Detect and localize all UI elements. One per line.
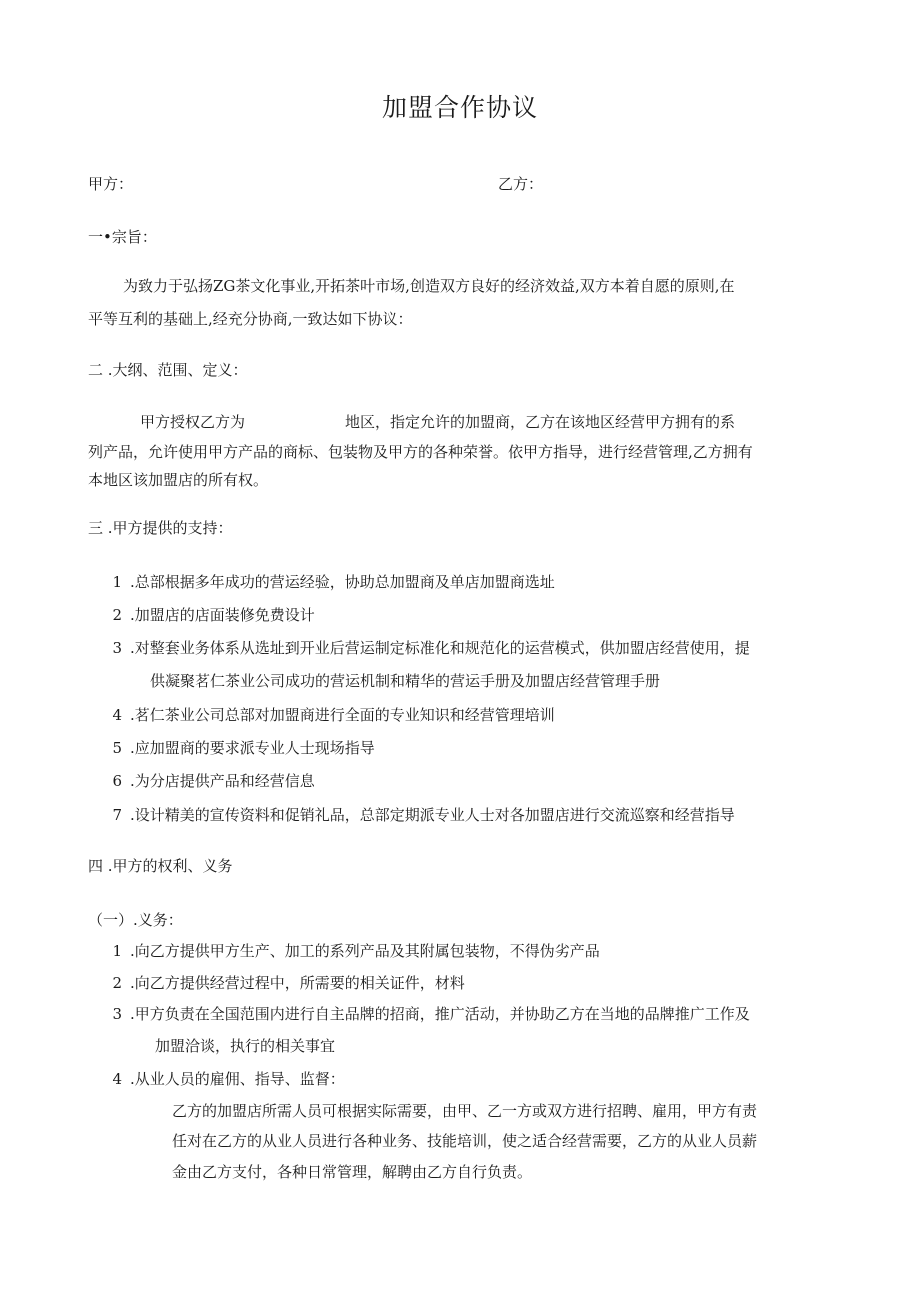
list-item-number: 7 — [112, 806, 122, 824]
list-item-number: 3 — [112, 639, 122, 657]
section-4-subheading: （一）.义务： — [88, 911, 183, 929]
section-4-heading: 四 .甲方的权利、义务 — [88, 857, 233, 875]
list-item-text: .从业人员的雇佣、指导、监督： — [130, 1070, 345, 1088]
section-2-line-1b: 地区，指定允许的加盟商，乙方在该地区经营甲方拥有的系 — [345, 413, 736, 431]
section-1-paragraph-line-2: 平等互利的基础上,经充分协商,一致达如下协议： — [88, 310, 413, 328]
section-4-paragraph-line-2: 任对在乙方的从业人员进行各种业务、技能培训，使之适合经营需要，乙方的从业人员薪 — [172, 1132, 758, 1150]
list-item-number: 2 — [112, 974, 122, 992]
list-item-text: .向乙方提供经营过程中，所需要的相关证件，材料 — [130, 974, 465, 992]
document-title: 加盟合作协议 — [381, 93, 538, 122]
list-item-text: .茗仁茶业公司总部对加盟商进行全面的专业知识和经营管理培训 — [130, 706, 555, 724]
list-item-number: 3 — [112, 1005, 122, 1023]
party-b-label: 乙方： — [498, 175, 544, 193]
list-item-text: .为分店提供产品和经营信息 — [130, 772, 315, 790]
section-4-paragraph-line-1: 乙方的加盟店所需人员可根据实际需要，由甲、乙一方或双方进行招聘、雇用，甲方有责 — [172, 1102, 758, 1120]
section-2-line-1a: 甲方授权乙方为 — [140, 413, 246, 431]
list-item-text: .甲方负责在全国范围内进行自主品牌的招商，推广活动，并协助乙方在当地的品牌推广工作及 — [130, 1005, 750, 1023]
list-item-number: 4 — [112, 706, 122, 724]
section-2-line-3: 本地区该加盟店的所有权。 — [88, 471, 269, 489]
section-2-heading: 二 .大纲、范围、定义： — [88, 361, 248, 379]
list-item-number: 5 — [112, 739, 122, 757]
list-item-text: .向乙方提供甲方生产、加工的系列产品及其附属包装物，不得伪劣产品 — [130, 942, 600, 960]
list-item-text: .应加盟商的要求派专业人士现场指导 — [130, 739, 375, 757]
list-item-text: .设计精美的宣传资料和促销礼品，总部定期派专业人士对各加盟店进行交流巡察和经营指导 — [130, 806, 735, 824]
list-item-number: 4 — [112, 1070, 122, 1088]
list-item-number: 6 — [112, 772, 122, 790]
list-item-text: .总部根据多年成功的营运经验，协助总加盟商及单店加盟商选址 — [130, 573, 555, 591]
list-item-number: 2 — [112, 606, 122, 624]
section-4-paragraph-line-3: 金由乙方支付，各种日常管理，解聘由乙方自行负责。 — [172, 1163, 533, 1181]
list-item-number: 1 — [112, 573, 122, 591]
section-1-heading: 一•宗旨： — [88, 228, 157, 246]
list-item-text: .对整套业务体系从选址到开业后营运制定标准化和规范化的运营模式，供加盟店经营使用，提 — [130, 639, 750, 657]
list-item-text: 供凝聚茗仁茶业公司成功的营运机制和精华的营运手册及加盟店经营管理手册 — [150, 672, 661, 690]
section-1-paragraph-line-1: 为致力于弘扬ZG茶文化事业,开拓茶叶市场,创造双方良好的经济效益,双方本着自愿的原则,在 — [123, 277, 735, 295]
section-3-heading: 三 .甲方提供的支持： — [88, 519, 233, 537]
section-2-line-2: 列产品，允许使用甲方产品的商标、包装物及甲方的各种荣誉。依甲方指导，进行经营管理,乙方拥有 — [88, 443, 753, 461]
list-item-text: .加盟店的店面装修免费设计 — [130, 606, 315, 624]
list-item-text: 加盟洽谈，执行的相关事宜 — [155, 1037, 336, 1055]
list-item-number: 1 — [112, 942, 122, 960]
party-a-label: 甲方： — [88, 175, 134, 193]
